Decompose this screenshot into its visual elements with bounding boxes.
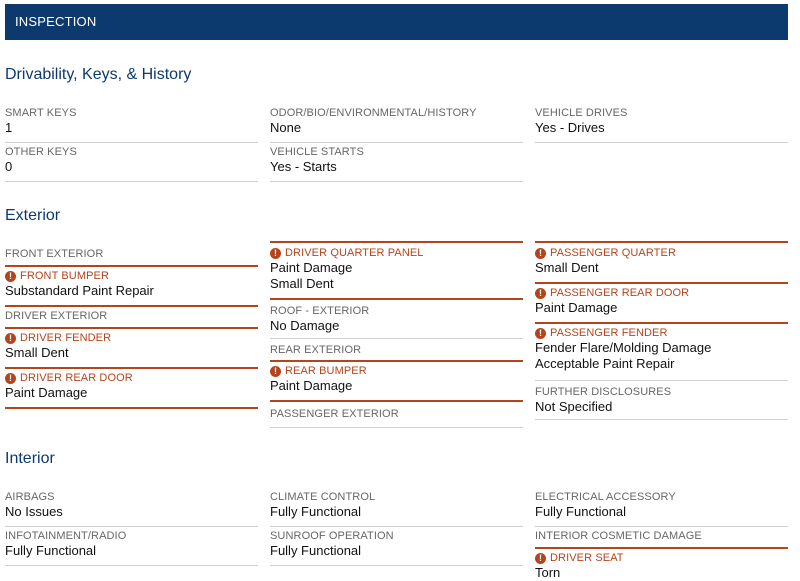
field-label: DRIVER REAR DOOR: [20, 372, 133, 384]
field-vehicle-starts: [270, 145, 523, 182]
field-climate-control: [270, 490, 523, 527]
field-label: DRIVER EXTERIOR: [5, 310, 108, 322]
field-label: OTHER KEYS: [5, 146, 77, 158]
field-driver-quarter-panel: [270, 241, 523, 300]
exclamation-circle-icon: !: [270, 248, 281, 259]
exterior-col-1: [5, 247, 258, 409]
field-value: Fender Flare/Molding Damage: [535, 340, 712, 355]
field-value: Small Dent: [535, 260, 599, 275]
field-electrical-accessory: [535, 490, 788, 527]
exclamation-circle-icon: !: [5, 271, 16, 282]
field-value: Paint Damage: [5, 385, 88, 400]
field-driver-seat: [535, 551, 788, 581]
field-value: Substandard Paint Repair: [5, 283, 154, 298]
field-label: DRIVER FENDER: [20, 332, 112, 344]
field-rear-exterior: [270, 341, 523, 362]
field-label: VEHICLE STARTS: [270, 146, 364, 158]
header-title: INSPECTION: [15, 14, 97, 29]
field-front-bumper: [5, 269, 258, 307]
field-label: DRIVER QUARTER PANEL: [285, 247, 424, 259]
field-label: PASSENGER REAR DOOR: [550, 287, 690, 299]
field-vehicle-drives: [535, 106, 788, 143]
drivability-col-2: [270, 106, 523, 182]
field-label: CLIMATE CONTROL: [270, 491, 376, 503]
field-other-keys: [5, 145, 258, 182]
field-label: SMART KEYS: [5, 107, 77, 119]
field-passenger-fender: [535, 326, 788, 381]
field-label: AIRBAGS: [5, 491, 55, 503]
field-value: Paint Damage: [535, 300, 618, 315]
field-rear-bumper: [270, 364, 523, 402]
field-label: DRIVER SEAT: [550, 552, 624, 564]
exclamation-circle-icon: !: [270, 366, 281, 377]
exterior-col-3: [535, 241, 788, 420]
field-value: None: [270, 120, 302, 135]
field-label: FRONT EXTERIOR: [5, 248, 104, 260]
exclamation-circle-icon: !: [535, 328, 546, 339]
exclamation-circle-icon: !: [5, 333, 16, 344]
field-label: INTERIOR COSMETIC DAMAGE: [535, 530, 702, 542]
field-passenger-quarter: [535, 241, 788, 284]
field-passenger-exterior: [270, 404, 523, 428]
field-label: ROOF - EXTERIOR: [270, 305, 370, 317]
field-value: Fully Functional: [270, 504, 362, 519]
field-value: Paint Damage: [270, 260, 353, 275]
section-title-interior: Interior: [5, 450, 55, 467]
section-title-drivability: Drivability, Keys, & History: [5, 66, 192, 83]
field-value: No Issues: [5, 504, 63, 519]
field-sunroof-operation: [270, 529, 523, 566]
field-value: Torn: [535, 565, 561, 580]
drivability-col-1: [5, 106, 258, 182]
field-smart-keys: [5, 106, 258, 143]
field-label: FURTHER DISCLOSURES: [535, 386, 672, 398]
field-label: INFOTAINMENT/RADIO: [5, 530, 127, 542]
field-value: Yes - Starts: [270, 159, 337, 174]
field-odor-history: [270, 106, 523, 143]
field-label: VEHICLE DRIVES: [535, 107, 628, 119]
field-value: 1: [5, 120, 13, 135]
field-front-exterior: [5, 247, 258, 267]
field-value: Fully Functional: [535, 504, 627, 519]
field-value: Small Dent: [5, 345, 69, 360]
field-value: Paint Damage: [270, 378, 353, 393]
field-label: PASSENGER EXTERIOR: [270, 408, 399, 420]
field-value: 0: [5, 159, 13, 174]
field-label: FRONT BUMPER: [20, 270, 110, 282]
field-value: Fully Functional: [5, 543, 97, 558]
field-driver-fender: [5, 331, 258, 369]
field-interior-cosmetic-damage: [535, 529, 788, 549]
field-passenger-rear-door: [535, 286, 788, 324]
field-airbags: [5, 490, 258, 527]
interior-col-2: [270, 490, 523, 566]
field-label: PASSENGER QUARTER: [550, 247, 676, 259]
interior-col-1: [5, 490, 258, 566]
field-label: REAR EXTERIOR: [270, 344, 362, 356]
field-driver-exterior: [5, 309, 258, 329]
field-further-disclosures: [535, 383, 788, 420]
exterior-col-2: [270, 241, 523, 428]
field-value-secondary: Acceptable Paint Repair: [535, 356, 675, 371]
field-value: No Damage: [270, 318, 340, 333]
exclamation-circle-icon: !: [535, 248, 546, 259]
interior-col-3: [535, 490, 788, 581]
field-driver-rear-door: [5, 371, 258, 409]
field-label: ELECTRICAL ACCESSORY: [535, 491, 676, 503]
exclamation-circle-icon: !: [535, 288, 546, 299]
drivability-col-3: [535, 106, 788, 143]
section-title-exterior: Exterior: [5, 207, 61, 224]
field-label: PASSENGER FENDER: [550, 327, 668, 339]
exclamation-circle-icon: !: [535, 553, 546, 564]
field-label: SUNROOF OPERATION: [270, 530, 394, 542]
field-value: Yes - Drives: [535, 120, 605, 135]
field-value: Fully Functional: [270, 543, 362, 558]
field-value: Not Specified: [535, 399, 613, 414]
field-value-secondary: Small Dent: [270, 276, 334, 291]
field-label: ODOR/BIO/ENVIRONMENTAL/HISTORY: [270, 107, 477, 119]
exclamation-circle-icon: !: [5, 373, 16, 384]
field-roof-exterior: [270, 302, 523, 339]
field-infotainment-radio: [5, 529, 258, 566]
field-label: REAR BUMPER: [285, 365, 367, 377]
inspection-header: [5, 4, 788, 40]
